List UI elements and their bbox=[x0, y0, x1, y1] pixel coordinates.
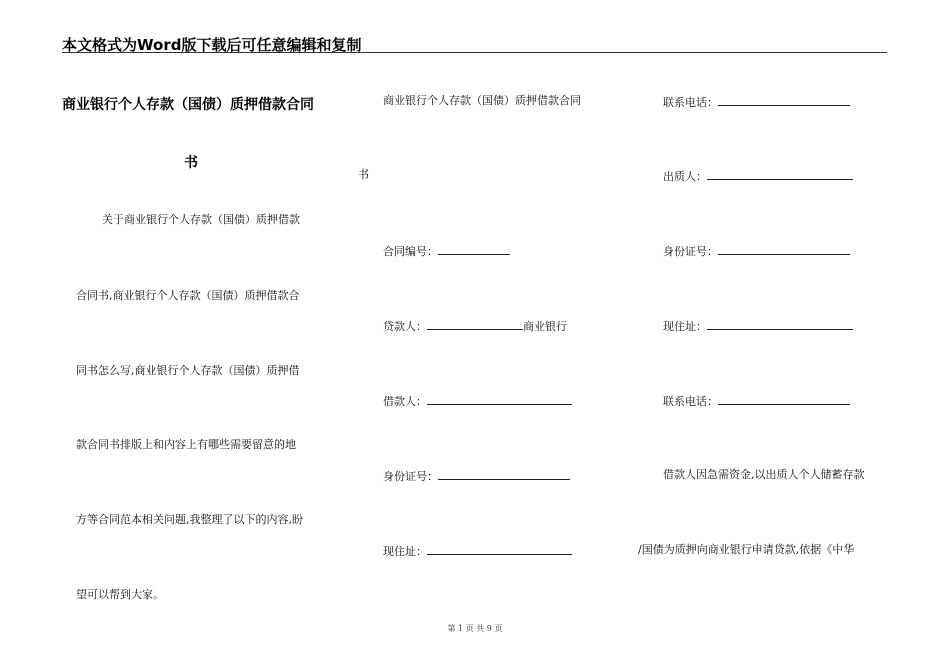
borrower-id-label: 身份证号： bbox=[383, 470, 438, 483]
contract-number-blank bbox=[438, 243, 510, 255]
lender-suffix: 商业银行 bbox=[523, 320, 567, 333]
borrower-blank bbox=[427, 393, 572, 405]
lender-label: 贷款人： bbox=[383, 320, 427, 333]
left-para-line1: 关于商业银行个人存款（国债）质押借款 bbox=[102, 213, 300, 226]
borrower-field bbox=[383, 393, 572, 409]
pledgor-id-label: 身份证号： bbox=[663, 245, 718, 258]
document-header: 本文格式为Word版下载后可任意编辑和复制 bbox=[62, 36, 362, 54]
pledgor-phone-blank bbox=[718, 393, 850, 405]
borrower-address-label: 现住址： bbox=[383, 545, 427, 558]
contract-number-field bbox=[383, 243, 510, 259]
header-divider bbox=[62, 52, 887, 53]
middle-heading-line1: 商业银行个人存款（国债）质押借款合同 bbox=[383, 94, 581, 107]
borrower-id-field bbox=[383, 468, 570, 484]
right-body-line2: /国债为质押向商业银行申请贷款,依据《中华 bbox=[638, 543, 855, 556]
pledgor-address-field bbox=[663, 318, 853, 334]
left-title-line2: 书 bbox=[184, 155, 198, 171]
left-para-line6: 望可以帮到大家。 bbox=[76, 588, 164, 601]
borrower-id-blank bbox=[438, 468, 570, 480]
borrower-address-blank bbox=[427, 543, 572, 555]
borrower-phone-field bbox=[663, 94, 850, 110]
right-body-line1: 借款人因急需资金,以出质人个人储蓄存款 bbox=[663, 468, 865, 481]
pledgor-address-blank bbox=[707, 318, 853, 330]
lender-blank bbox=[427, 318, 523, 330]
pledgor-address-label: 现住址： bbox=[663, 320, 707, 333]
left-para-line2: 合同书,商业银行个人存款（国债）质押借款合 bbox=[76, 289, 300, 302]
pledgor-blank bbox=[707, 168, 853, 180]
pledgor-id-blank bbox=[718, 243, 850, 255]
contract-number-label: 合同编号： bbox=[383, 245, 438, 258]
pledgor-field bbox=[663, 168, 853, 184]
borrower-label: 借款人： bbox=[383, 395, 427, 408]
pledgor-phone-label: 联系电话： bbox=[663, 395, 718, 408]
left-title-line1: 商业银行个人存款（国债）质押借款合同 bbox=[62, 97, 314, 113]
left-para-line5: 方等合同范本相关问题,我整理了以下的内容,盼 bbox=[76, 513, 303, 526]
pledgor-label: 出质人： bbox=[663, 170, 707, 183]
lender-field bbox=[383, 318, 567, 334]
borrower-phone-label: 联系电话： bbox=[663, 96, 718, 109]
pledgor-id-field bbox=[663, 243, 850, 259]
borrower-address-field bbox=[383, 543, 572, 559]
page-footer: 第 1 页 共 9 页 bbox=[447, 624, 503, 633]
left-para-line4: 款合同书排版上和内容上有哪些需要留意的地 bbox=[76, 438, 296, 451]
left-para-line3: 同书怎么写,商业银行个人存款（国债）质押借 bbox=[76, 364, 300, 377]
pledgor-phone-field bbox=[663, 393, 850, 409]
middle-heading-line2: 书 bbox=[358, 168, 369, 181]
borrower-phone-blank bbox=[718, 94, 850, 106]
